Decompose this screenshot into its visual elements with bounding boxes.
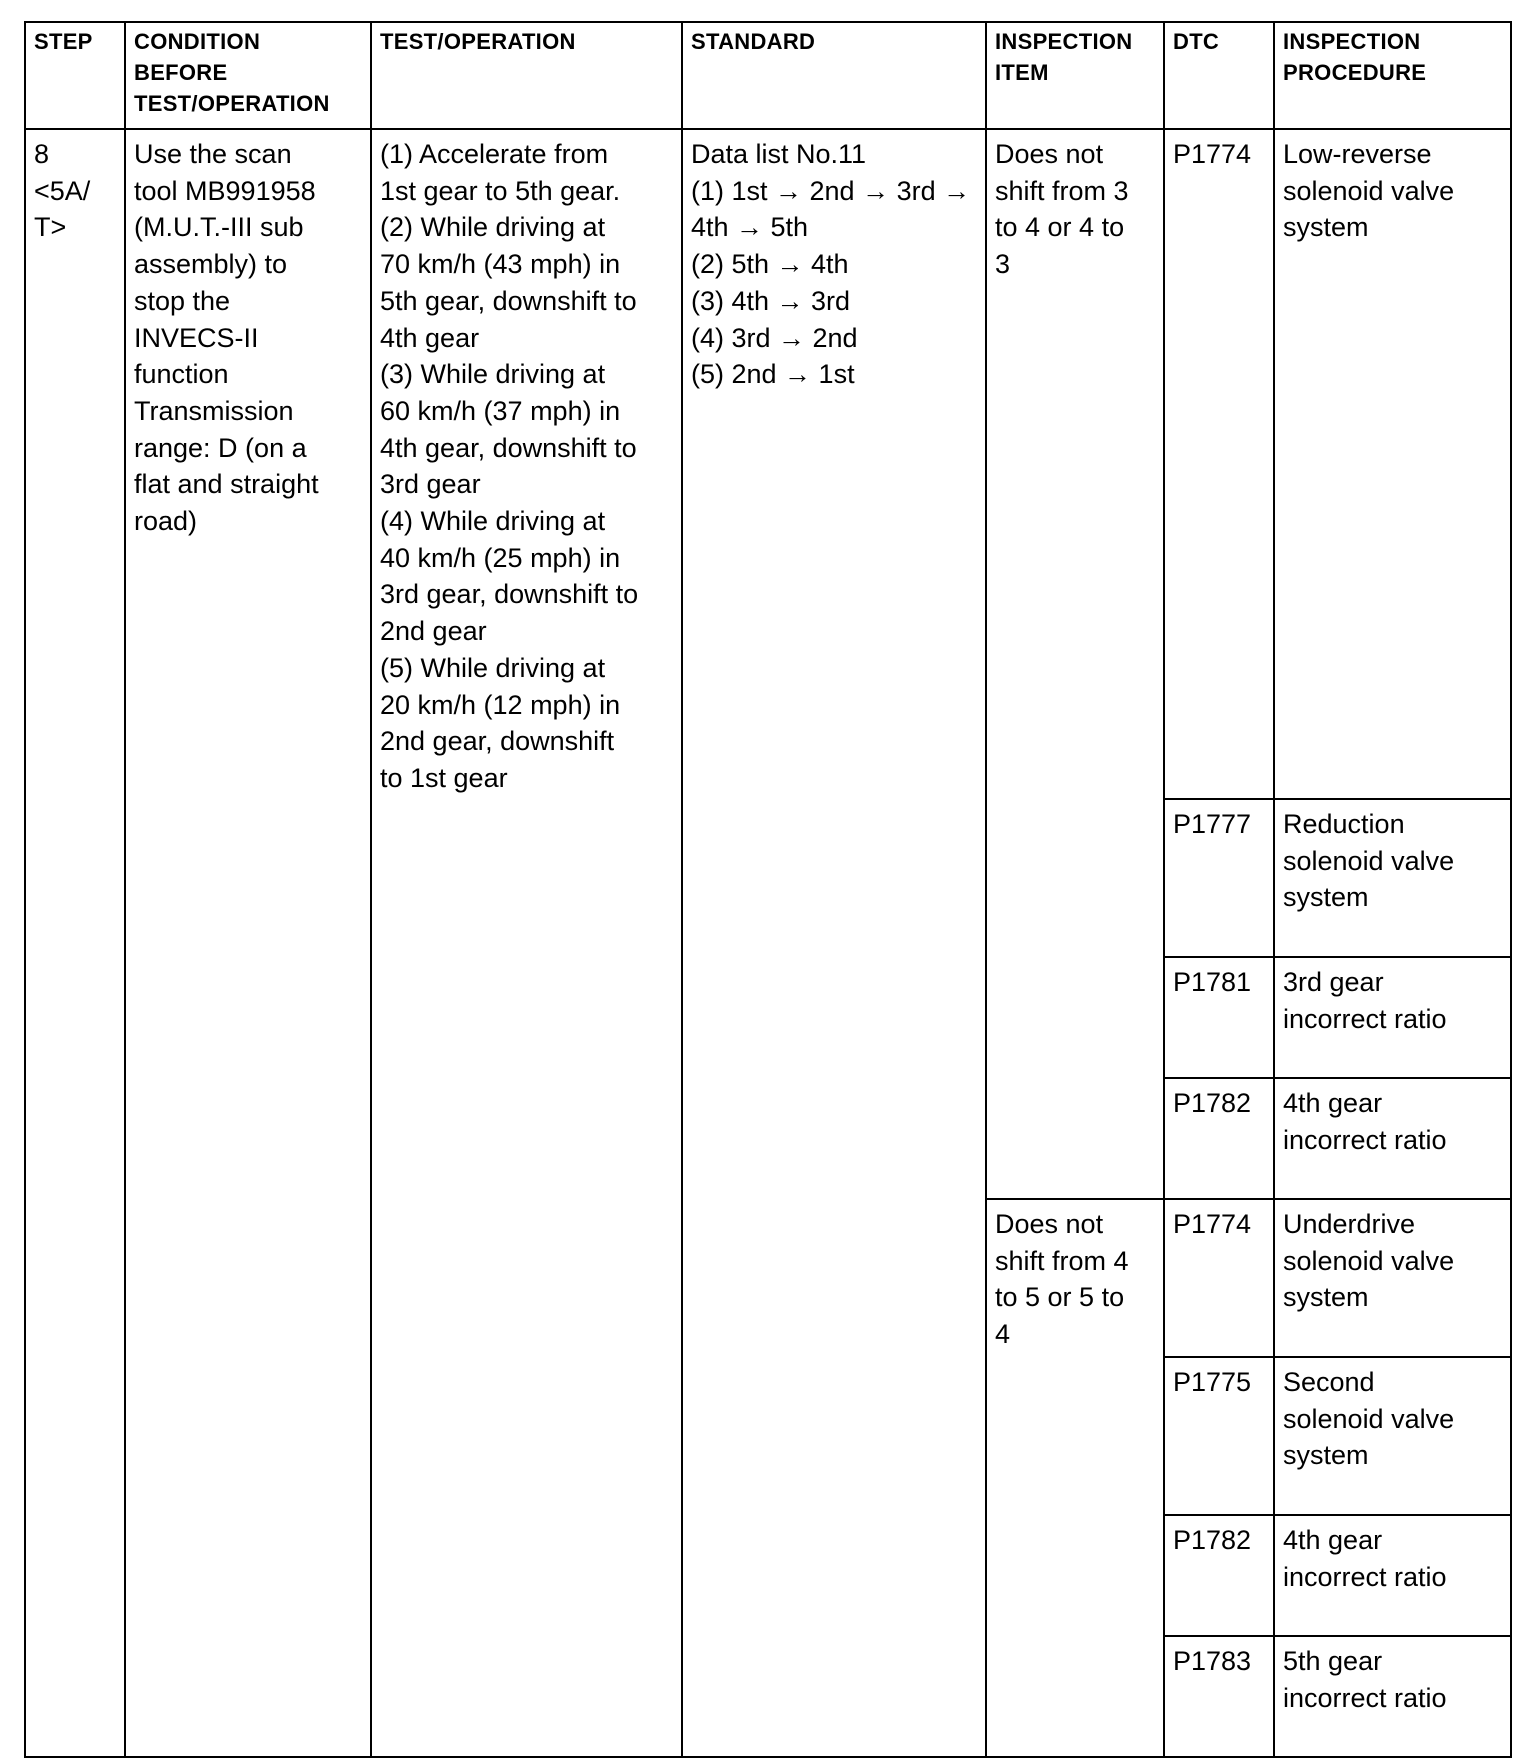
dtc-cell: P1781 [1164,957,1274,1078]
procedure-cell: 5th gear incorrect ratio [1274,1636,1511,1757]
header-test-operation: TEST/OPERATION [371,22,682,129]
inspection-table-container [24,21,1510,1757]
header-standard: STANDARD [682,22,986,129]
header-inspection-item: INSPECTION ITEM [986,22,1164,129]
procedure-cell: Underdrive solenoid valve system [1274,1199,1511,1357]
procedure-cell: Low-reverse solenoid valve system [1274,129,1511,799]
table-row [25,129,1511,799]
condition-cell: Use the scan tool MB991958 (M.U.T.-III sub assembly) to stop the INVECS-II function Transmission range: D (on a flat and straight road) [125,129,371,1757]
dtc-cell: P1774 [1164,129,1274,799]
inspection-table [24,21,1512,1758]
dtc-cell: P1783 [1164,1636,1274,1757]
header-dtc: DTC [1164,22,1274,129]
header-inspection-procedure: INSPECTION PROCEDURE [1274,22,1511,129]
procedure-cell: 4th gear incorrect ratio [1274,1515,1511,1636]
inspection-item-cell: Does not shift from 3 to 4 or 4 to 3 [986,129,1164,1199]
standard-cell: Data list No.11 (1) 1st → 2nd → 3rd → 4th → 5th (2) 5th → 4th (3) 4th → 3rd (4) 3rd → 2nd (5) 2nd → 1st [682,129,986,1757]
header-row [25,22,1511,129]
dtc-cell: P1782 [1164,1515,1274,1636]
dtc-cell: P1775 [1164,1357,1274,1515]
procedure-cell: Reduction solenoid valve system [1274,799,1511,957]
dtc-cell: P1774 [1164,1199,1274,1357]
inspection-item-cell: Does not shift from 4 to 5 or 5 to 4 [986,1199,1164,1757]
dtc-cell: P1782 [1164,1078,1274,1199]
procedure-cell: 4th gear incorrect ratio [1274,1078,1511,1199]
procedure-cell: Second solenoid valve system [1274,1357,1511,1515]
header-condition: CONDITION BEFORE TEST/OPERATION [125,22,371,129]
step-cell: 8 <5A/ T> [25,129,125,1757]
procedure-cell: 3rd gear incorrect ratio [1274,957,1511,1078]
dtc-cell: P1777 [1164,799,1274,957]
header-step: STEP [25,22,125,129]
test-operation-cell: (1) Accelerate from 1st gear to 5th gear. (2) While driving at 70 km/h (43 mph) in 5th gear, downshift to 4th gear (3) While driving at 60 km/h (37 mph) in 4th gear, downshift to 3rd gear (4) While driving at 40 km/h (25 mph) in 3rd gear, downshift to 2nd gear (5) While driving at 20 km/h (12 mph) in 2nd gear, downshift to 1st gear [371,129,682,1757]
